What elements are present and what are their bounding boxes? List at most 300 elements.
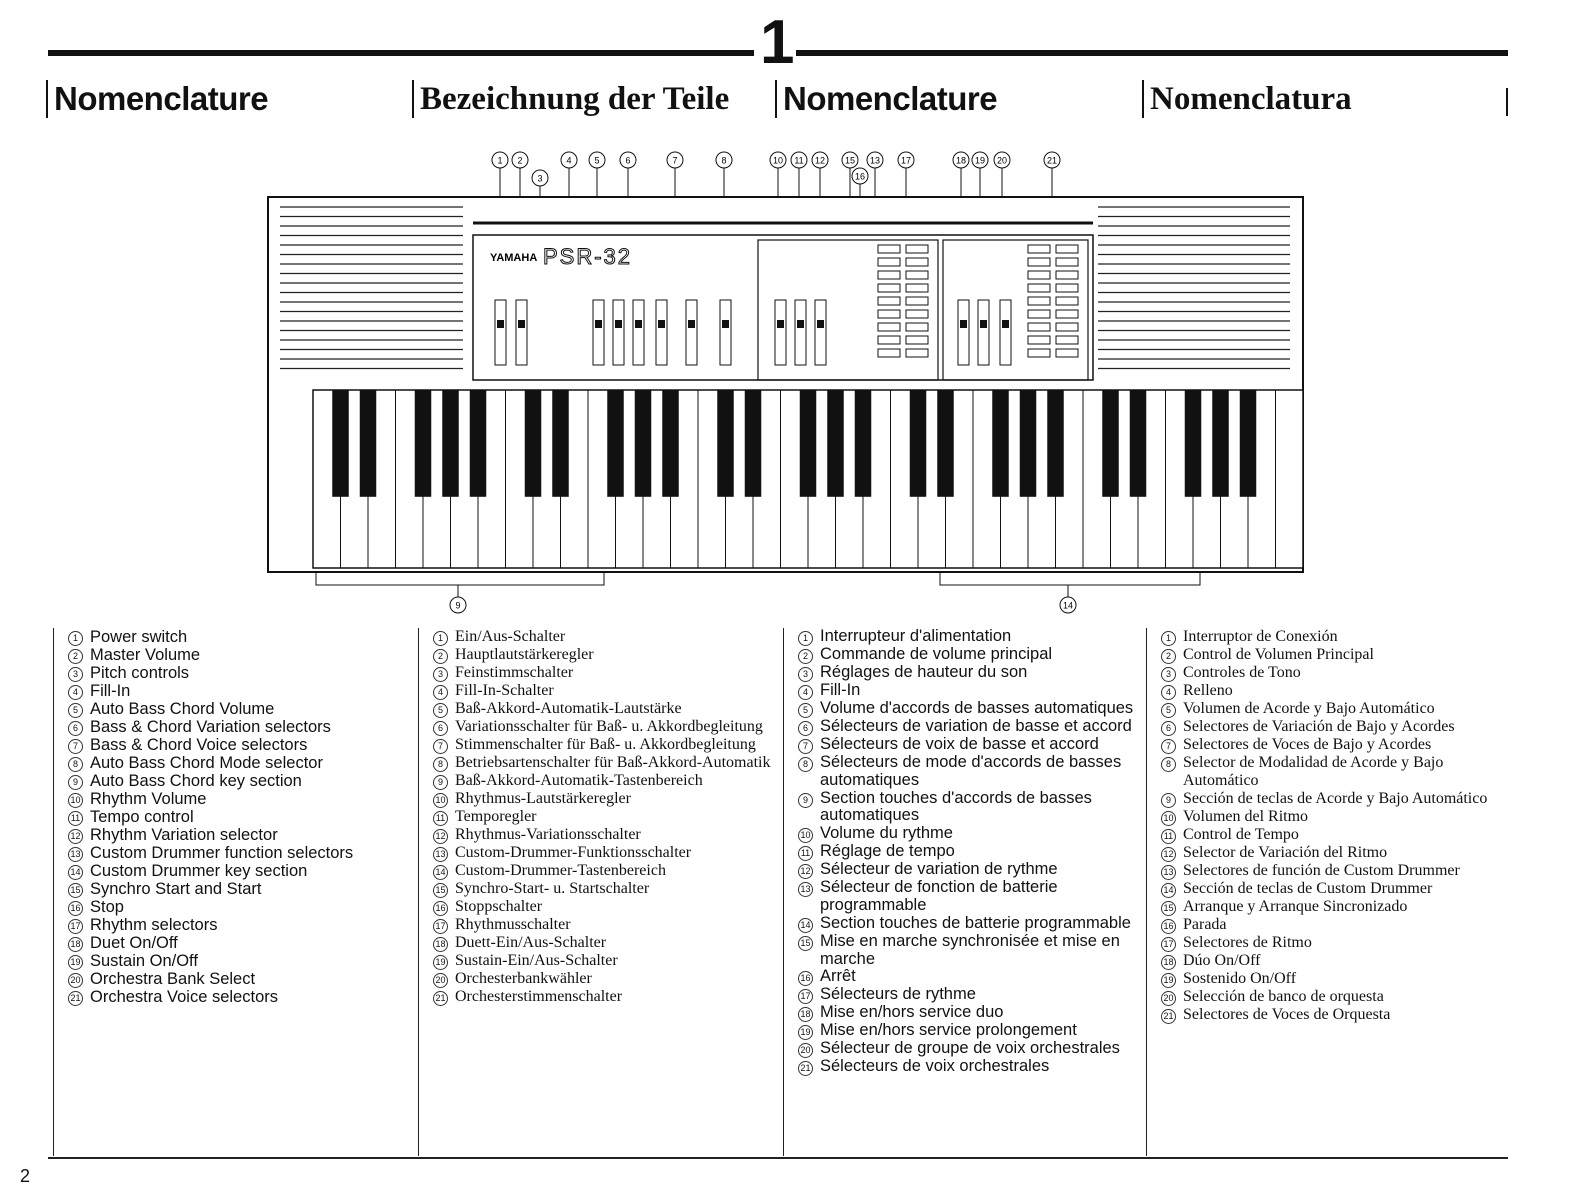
item-number: 17 bbox=[433, 919, 448, 934]
list-item bbox=[433, 952, 779, 970]
item-number: 9 bbox=[433, 775, 448, 790]
slider-knob bbox=[980, 320, 987, 328]
item-label: Stoppschalter bbox=[455, 898, 543, 915]
item-label: Orchestra Bank Select bbox=[90, 970, 256, 988]
callout-number: 17 bbox=[900, 155, 912, 166]
item-number: 20 bbox=[68, 973, 83, 988]
item-label: Duett-Ein/Aus-Schalter bbox=[455, 934, 607, 951]
item-label: Interruptor de Conexión bbox=[1183, 628, 1338, 645]
item-label: Fill-In bbox=[90, 682, 131, 700]
item-number: 4 bbox=[1161, 685, 1176, 700]
item-label: Selectores de Voces de Orquesta bbox=[1183, 1005, 1391, 1023]
list-item bbox=[433, 682, 779, 700]
slider-knob bbox=[497, 320, 504, 328]
black-key bbox=[1102, 390, 1119, 497]
item-number: 9 bbox=[798, 793, 813, 808]
black-key bbox=[662, 390, 679, 497]
heading-end-bar bbox=[1506, 88, 1508, 116]
rhythm-button bbox=[878, 323, 900, 331]
list-item bbox=[433, 754, 779, 772]
item-number: 14 bbox=[1161, 883, 1176, 898]
item-label: Synchro-Start- u. Startschalter bbox=[455, 880, 650, 897]
orchestra-button bbox=[1028, 297, 1050, 305]
list-item bbox=[433, 916, 779, 934]
list-item bbox=[798, 861, 1144, 879]
item-number: 8 bbox=[433, 757, 448, 772]
callouts-bottom bbox=[316, 573, 1200, 613]
heading-french: Nomenclature bbox=[775, 80, 997, 118]
item-label: Sélecteurs de variation de basse et accord bbox=[820, 717, 1132, 735]
list-item bbox=[433, 970, 779, 988]
list-item bbox=[798, 1022, 1144, 1040]
orchestra-button bbox=[1028, 271, 1050, 279]
slider bbox=[815, 300, 826, 365]
bottom-rule bbox=[48, 1157, 1508, 1159]
item-number: 17 bbox=[1161, 937, 1176, 952]
item-label: Selectores de Variación de Bajo y Acordes bbox=[1183, 718, 1455, 735]
rhythm-button bbox=[878, 284, 900, 292]
item-label: Dúo On/Off bbox=[1183, 951, 1261, 969]
list-item bbox=[433, 862, 779, 880]
list-item bbox=[1161, 808, 1507, 826]
rhythm-button bbox=[878, 271, 900, 279]
item-number: 10 bbox=[433, 793, 448, 808]
black-key bbox=[607, 390, 624, 497]
slider bbox=[978, 300, 989, 365]
list-item bbox=[1161, 988, 1507, 1006]
item-number: 11 bbox=[68, 811, 83, 826]
item-label: Custom Drummer function selectors bbox=[90, 844, 354, 862]
black-key bbox=[717, 390, 734, 497]
item-label: Rhythmusschalter bbox=[455, 916, 571, 933]
item-label: Arrêt bbox=[820, 967, 856, 986]
item-number: 21 bbox=[433, 991, 448, 1006]
item-number: 4 bbox=[798, 685, 813, 700]
black-key bbox=[1212, 390, 1229, 497]
item-number: 18 bbox=[68, 937, 83, 952]
slider bbox=[795, 300, 806, 365]
callout-number: 15 bbox=[844, 155, 856, 166]
item-label: Master Volume bbox=[90, 646, 201, 664]
item-number: 2 bbox=[798, 649, 813, 664]
list-item bbox=[1161, 736, 1507, 754]
list-item bbox=[798, 1040, 1144, 1058]
orchestra-button bbox=[1028, 258, 1050, 266]
list-item bbox=[433, 844, 779, 862]
rhythm-button bbox=[906, 336, 928, 344]
item-label: Pitch controls bbox=[90, 664, 190, 682]
list-item bbox=[1161, 790, 1507, 808]
list-item bbox=[1161, 844, 1507, 862]
item-label: Sélecteurs de voix de basse et accord bbox=[820, 735, 1099, 753]
black-key bbox=[800, 390, 817, 497]
list-item bbox=[1161, 826, 1507, 844]
item-number: 2 bbox=[433, 649, 448, 664]
list-item bbox=[68, 772, 409, 790]
item-label: Section touches de batterie programmable bbox=[820, 913, 1131, 932]
slider bbox=[593, 300, 604, 365]
black-key bbox=[332, 390, 349, 497]
list-item bbox=[798, 790, 1144, 826]
chapter-rule-right bbox=[796, 50, 1508, 56]
list-item bbox=[1161, 880, 1507, 898]
rhythm-button bbox=[906, 258, 928, 266]
list-item bbox=[68, 952, 409, 970]
black-key bbox=[1240, 390, 1257, 497]
list-item bbox=[1161, 718, 1507, 736]
list-item bbox=[433, 808, 779, 826]
callout-number: 5 bbox=[594, 155, 600, 166]
list-item bbox=[68, 664, 409, 682]
black-key bbox=[442, 390, 459, 497]
list-item bbox=[68, 826, 409, 844]
item-number: 14 bbox=[68, 865, 83, 880]
item-number: 1 bbox=[1161, 631, 1176, 646]
list-item bbox=[68, 898, 409, 916]
slider-knob bbox=[797, 320, 804, 328]
list-item bbox=[68, 736, 409, 754]
item-number: 2 bbox=[1161, 649, 1176, 664]
orchestra-button bbox=[1028, 336, 1050, 344]
item-label: Volumen de Acorde y Bajo Automático bbox=[1183, 700, 1435, 717]
list-item bbox=[1161, 916, 1507, 934]
callout-number: 1 bbox=[497, 155, 503, 166]
callout-number: 19 bbox=[974, 155, 986, 166]
item-label: Sélecteurs de voix orchestrales bbox=[820, 1057, 1050, 1076]
orchestra-button bbox=[1028, 323, 1050, 331]
rhythm-button bbox=[906, 271, 928, 279]
item-number: 6 bbox=[433, 721, 448, 736]
list-item bbox=[798, 736, 1144, 754]
slider bbox=[686, 300, 697, 365]
list-item bbox=[433, 934, 779, 952]
callout-number: 6 bbox=[625, 155, 631, 166]
item-label: Rhythmus-Variationsschalter bbox=[455, 826, 641, 843]
model-logo: PSR-32 bbox=[543, 244, 633, 269]
orchestra-button bbox=[1056, 349, 1078, 357]
slider bbox=[516, 300, 527, 365]
item-label: Interrupteur d'alimentation bbox=[820, 627, 1012, 645]
list-item bbox=[1161, 952, 1507, 970]
keyboard-diagram bbox=[258, 145, 1318, 625]
slider-knob bbox=[658, 320, 665, 328]
rhythm-button bbox=[906, 297, 928, 305]
slider bbox=[656, 300, 667, 365]
list-item bbox=[798, 968, 1144, 986]
item-label: Controles de Tono bbox=[1183, 664, 1301, 681]
list-item bbox=[1161, 934, 1507, 952]
item-number: 18 bbox=[433, 937, 448, 952]
list-item bbox=[1161, 754, 1507, 790]
orchestra-button bbox=[1056, 336, 1078, 344]
item-number: 20 bbox=[433, 973, 448, 988]
item-number: 1 bbox=[798, 631, 813, 646]
item-label: Auto Bass Chord key section bbox=[90, 772, 302, 790]
slider-knob bbox=[635, 320, 642, 328]
list-english bbox=[53, 628, 409, 1156]
item-number: 8 bbox=[1161, 757, 1176, 772]
callout-number: 7 bbox=[672, 155, 678, 166]
list-item bbox=[68, 844, 409, 862]
item-number: 13 bbox=[1161, 865, 1176, 880]
list-item bbox=[433, 988, 779, 1006]
slider bbox=[958, 300, 969, 365]
item-label: Sélecteurs de rythme bbox=[820, 985, 976, 1004]
callout-number: 10 bbox=[772, 155, 784, 166]
item-number: 14 bbox=[798, 918, 813, 933]
slider-knob bbox=[595, 320, 602, 328]
black-key bbox=[360, 390, 377, 497]
item-number: 19 bbox=[433, 955, 448, 970]
slider-knob bbox=[688, 320, 695, 328]
item-label: Orchestra Voice selectors bbox=[90, 988, 278, 1006]
item-number: 11 bbox=[433, 811, 448, 826]
item-number: 12 bbox=[68, 829, 83, 844]
orchestra-button bbox=[1028, 245, 1050, 253]
item-label: Temporegler bbox=[455, 808, 537, 825]
list-item bbox=[1161, 970, 1507, 988]
orchestra-button bbox=[1056, 284, 1078, 292]
slider bbox=[1000, 300, 1011, 365]
orchestra-button bbox=[1056, 323, 1078, 331]
orchestra-button bbox=[1028, 284, 1050, 292]
item-label: Baß-Akkord-Automatik-Lautstärke bbox=[455, 700, 682, 717]
slider-knob bbox=[817, 320, 824, 328]
slider-knob bbox=[960, 320, 967, 328]
list-item bbox=[1161, 664, 1507, 682]
item-label: Orchesterbankwähler bbox=[455, 970, 592, 987]
list-item bbox=[68, 628, 409, 646]
item-number: 5 bbox=[433, 703, 448, 718]
rhythm-button bbox=[878, 310, 900, 318]
item-label: Sélecteur de variation de rythme bbox=[820, 860, 1058, 879]
black-key bbox=[1185, 390, 1202, 497]
black-key bbox=[525, 390, 542, 497]
rhythm-button bbox=[906, 349, 928, 357]
orchestra-button bbox=[1056, 310, 1078, 318]
rhythm-button bbox=[878, 349, 900, 357]
slider-knob bbox=[615, 320, 622, 328]
list-item bbox=[68, 754, 409, 772]
item-label: Sección de teclas de Acorde y Bajo Automático bbox=[1183, 789, 1488, 807]
list-item bbox=[798, 915, 1144, 933]
callout-number: 18 bbox=[955, 155, 967, 166]
list-item bbox=[798, 754, 1144, 790]
list-item bbox=[1161, 898, 1507, 916]
item-number: 15 bbox=[1161, 901, 1176, 916]
callout-number: 13 bbox=[869, 155, 881, 166]
item-number: 10 bbox=[68, 793, 83, 808]
item-number: 3 bbox=[1161, 667, 1176, 682]
list-item bbox=[68, 808, 409, 826]
callout-number: 21 bbox=[1046, 155, 1058, 166]
list-item bbox=[68, 970, 409, 988]
item-number: 18 bbox=[1161, 955, 1176, 970]
item-label: Selector de Modalidad de Acorde y Bajo Automático bbox=[1183, 754, 1444, 789]
list-item bbox=[798, 1004, 1144, 1022]
slider-knob bbox=[722, 320, 729, 328]
list-item bbox=[433, 664, 779, 682]
slider bbox=[720, 300, 731, 365]
black-key bbox=[1047, 390, 1064, 497]
item-number: 20 bbox=[798, 1043, 813, 1058]
list-german bbox=[418, 628, 779, 1156]
item-number: 7 bbox=[798, 739, 813, 754]
item-number: 6 bbox=[798, 721, 813, 736]
list-spanish bbox=[1146, 628, 1507, 1156]
item-number: 16 bbox=[1161, 919, 1176, 934]
slider-knob bbox=[777, 320, 784, 328]
item-label: Feinstimmschalter bbox=[455, 664, 574, 681]
item-number: 4 bbox=[433, 685, 448, 700]
rhythm-button bbox=[906, 245, 928, 253]
item-label: Volume du rythme bbox=[820, 824, 953, 843]
list-item bbox=[68, 646, 409, 664]
black-key bbox=[635, 390, 652, 497]
item-number: 8 bbox=[68, 757, 83, 772]
item-number: 21 bbox=[1161, 1009, 1176, 1024]
item-number: 5 bbox=[798, 703, 813, 718]
slider-knob bbox=[1002, 320, 1009, 328]
list-item bbox=[798, 1058, 1144, 1076]
item-number: 17 bbox=[798, 989, 813, 1004]
list-item bbox=[433, 898, 779, 916]
item-label: Sustain-Ein/Aus-Schalter bbox=[455, 952, 618, 969]
black-key bbox=[470, 390, 487, 497]
item-number: 8 bbox=[798, 757, 813, 772]
black-key bbox=[937, 390, 954, 497]
item-label: Volumen del Ritmo bbox=[1183, 807, 1309, 825]
black-key bbox=[552, 390, 569, 497]
rhythm-button bbox=[906, 284, 928, 292]
item-label: Commande de volume principal bbox=[820, 645, 1053, 663]
callout-number: 16 bbox=[854, 171, 866, 182]
item-label: Control de Volumen Principal bbox=[1183, 646, 1374, 663]
item-label: Selección de banco de orquesta bbox=[1183, 987, 1384, 1005]
item-label: Control de Tempo bbox=[1183, 825, 1299, 843]
item-label: Fill-In bbox=[820, 681, 861, 699]
item-number: 7 bbox=[433, 739, 448, 754]
list-item bbox=[1161, 1006, 1507, 1024]
item-number: 16 bbox=[433, 901, 448, 916]
item-label: Sélecteur de fonction de batterie programmable bbox=[820, 878, 1058, 914]
rhythm-button bbox=[878, 245, 900, 253]
list-item bbox=[1161, 628, 1507, 646]
callout-number: 2 bbox=[517, 155, 523, 166]
item-number: 5 bbox=[68, 703, 83, 718]
list-item bbox=[433, 646, 779, 664]
bracket-abc bbox=[316, 573, 604, 585]
item-number: 12 bbox=[798, 864, 813, 879]
list-item bbox=[433, 718, 779, 736]
rhythm-button bbox=[906, 323, 928, 331]
list-item bbox=[1161, 700, 1507, 718]
item-label: Stimmenschalter für Baß- u. Akkordbegleitung bbox=[455, 736, 756, 753]
list-item bbox=[798, 700, 1144, 718]
item-label: Power switch bbox=[90, 628, 188, 646]
rhythm-button bbox=[878, 297, 900, 305]
black-key bbox=[910, 390, 927, 497]
list-item bbox=[68, 880, 409, 898]
item-label: Bass & Chord Voice selectors bbox=[90, 736, 308, 754]
item-label: Custom Drummer key section bbox=[90, 862, 308, 880]
list-item bbox=[68, 682, 409, 700]
list-item bbox=[68, 934, 409, 952]
item-label: Baß-Akkord-Automatik-Tastenbereich bbox=[455, 772, 703, 789]
list-item bbox=[798, 879, 1144, 915]
list-item bbox=[798, 986, 1144, 1004]
orchestra-button bbox=[1056, 258, 1078, 266]
list-item bbox=[68, 988, 409, 1006]
item-label: Ein/Aus-Schalter bbox=[455, 628, 566, 645]
list-item bbox=[1161, 682, 1507, 700]
black-key bbox=[745, 390, 762, 497]
item-number: 12 bbox=[1161, 847, 1176, 862]
list-french bbox=[783, 628, 1144, 1156]
rhythm-button bbox=[878, 258, 900, 266]
item-number: 14 bbox=[433, 865, 448, 880]
item-label: Rhythm selectors bbox=[90, 916, 218, 934]
callout-number: 8 bbox=[721, 155, 727, 166]
black-key bbox=[1130, 390, 1147, 497]
item-label: Variationsschalter für Baß- u. Akkordbegleitung bbox=[455, 718, 763, 735]
page-number: 2 bbox=[20, 1166, 31, 1186]
callout-number: 12 bbox=[814, 155, 826, 166]
item-label: Selectores de función de Custom Drummer bbox=[1183, 861, 1460, 879]
item-label: Tempo control bbox=[90, 808, 194, 826]
list-item bbox=[798, 933, 1144, 969]
list-item bbox=[798, 646, 1144, 664]
item-label: Mise en/hors service duo bbox=[820, 1003, 1004, 1022]
item-label: Section touches d'accords de basses automatiques bbox=[820, 788, 1092, 825]
item-number: 11 bbox=[1161, 829, 1176, 844]
item-label: Synchro Start and Start bbox=[90, 880, 262, 898]
heading-english: Nomenclature bbox=[46, 80, 268, 118]
list-item bbox=[798, 718, 1144, 736]
item-number: 2 bbox=[68, 649, 83, 664]
slider bbox=[613, 300, 624, 365]
item-number: 15 bbox=[433, 883, 448, 898]
list-item bbox=[1161, 862, 1507, 880]
item-number: 21 bbox=[798, 1061, 813, 1076]
callout-number: 9 bbox=[455, 600, 461, 611]
item-number: 18 bbox=[798, 1007, 813, 1022]
list-item bbox=[433, 826, 779, 844]
black-key bbox=[415, 390, 432, 497]
callout-number: 11 bbox=[794, 155, 804, 166]
item-label: Rhythm Variation selector bbox=[90, 826, 278, 844]
item-number: 3 bbox=[433, 667, 448, 682]
item-number: 15 bbox=[798, 936, 813, 951]
item-number: 20 bbox=[1161, 991, 1176, 1006]
black-key bbox=[855, 390, 872, 497]
orchestra-button bbox=[1056, 297, 1078, 305]
list-item bbox=[798, 682, 1144, 700]
list-item bbox=[433, 736, 779, 754]
item-label: Sustain On/Off bbox=[90, 952, 198, 970]
item-number: 10 bbox=[1161, 811, 1176, 826]
item-number: 19 bbox=[68, 955, 83, 970]
item-number: 11 bbox=[798, 846, 813, 861]
chapter-number: 1 bbox=[760, 8, 795, 77]
orchestra-button bbox=[1056, 245, 1078, 253]
slider bbox=[495, 300, 506, 365]
item-number: 19 bbox=[1161, 973, 1176, 988]
callout-number: 3 bbox=[537, 173, 543, 184]
item-label: Duet On/Off bbox=[90, 934, 178, 952]
slider bbox=[633, 300, 644, 365]
item-label: Sélecteurs de mode d'accords de basses automatiques bbox=[820, 753, 1122, 789]
